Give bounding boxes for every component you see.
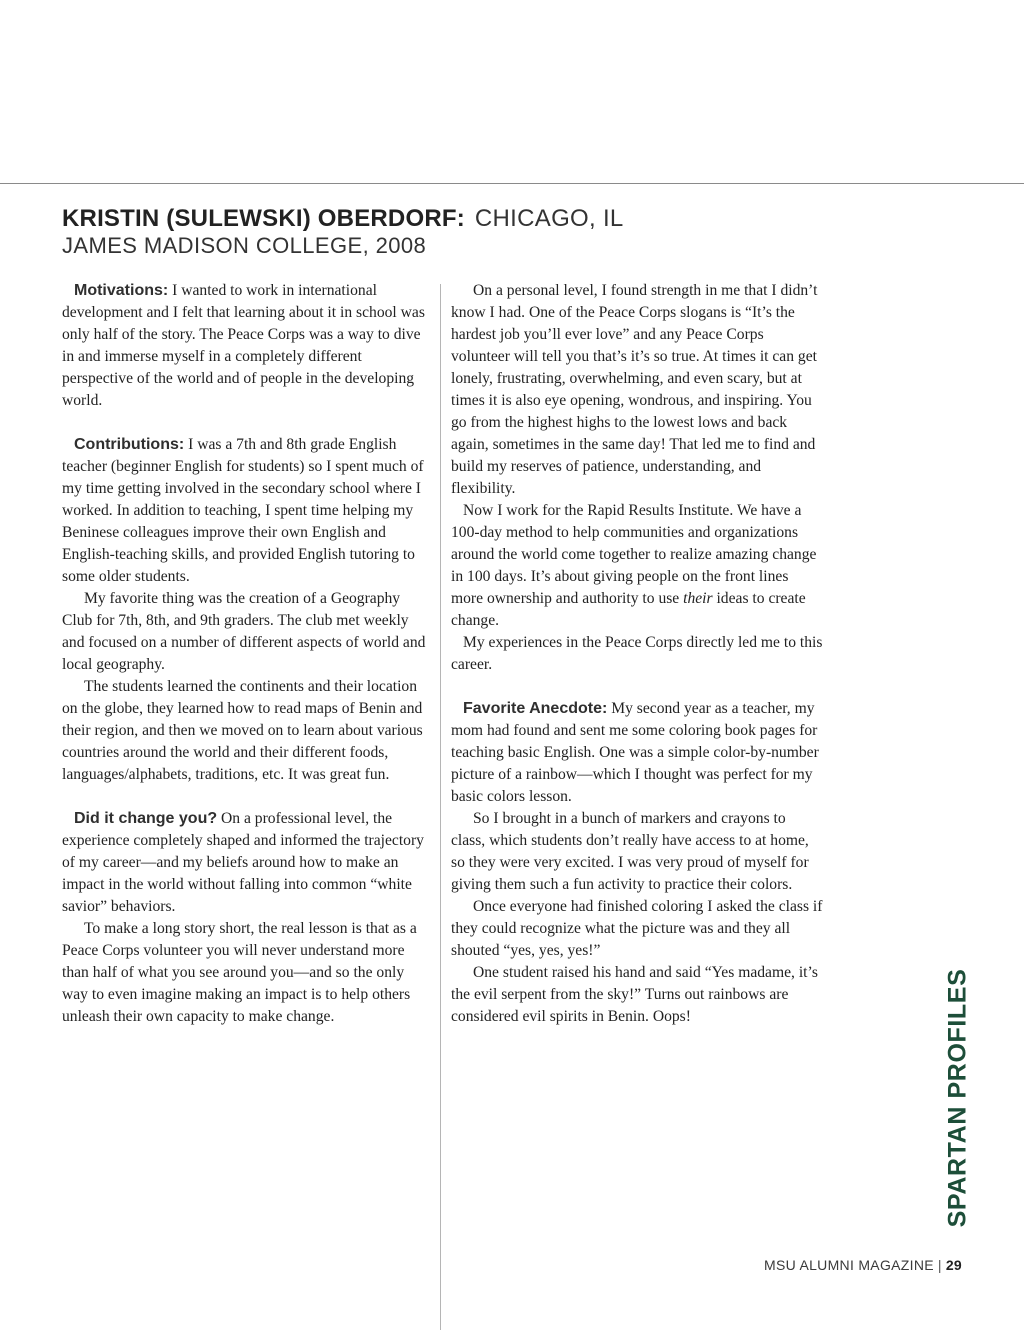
right-column [451,280,823,1028]
magazine-title: MSU ALUMNI MAGAZINE [764,1257,934,1273]
contributions-paragraph-3: The students learned the continents and their location on the globe, they learned how to read maps of Benin and their region, and then we moved on to learn about various countries around the world and their different foods, languages/alphabets, traditions, etc. It was great fun. [62,678,423,783]
contributions-paragraph [62,434,432,588]
anecdote-paragraph [451,698,823,808]
personal-paragraph: On a personal level, I found strength in me that I didn’t know I had. One of the Peace Corps slogans is “It’s the hardest job you’ll ever love” and any Peace Corps volunteer will tell you that’s it’s so true. At times it can get lonely, frustrating, overwhelming, and even scary, but at times it is also eye opening, wondrous, and inspiring. You go from the highest highs to the lowest lows and back again, sometimes in the same day! That led me to find and build my reserves of patience, understanding, and flexibility. [451,282,818,497]
section-side-label-text: SPARTAN PROFILES [943,968,972,1227]
change-paragraph-2: To make a long story short, the real lesson is that as a Peace Corps volunteer you will never understand more than half of what you see around you—and so the only way to even imagine making an impact is to help others unleash their own capacity to make change. [62,920,417,1025]
career-text-a: Now I work for the Rapid Results Institute. We have a 100-day method to help communities and organizations around the world come together to realize amazing change in 100 days. It’s about giving people on the front lines more ownership and authority to use [451,502,817,607]
change-paragraph [62,808,432,918]
motivations-text: I wanted to work in international development and I felt that learning about it in school was only half of the story. The Peace Corps was a way to dive in and immerse myself in a completely different perspective of the world and of people in the developing world. [62,282,425,409]
contributions-label: Contributions: [74,436,185,453]
career-text-emphasis: their [683,590,713,607]
profile-name: KRISTIN (SULEWSKI) OBERDORF: [62,205,465,232]
page-number: 29 [945,1257,962,1273]
motivations-label: Motivations: [74,282,169,299]
anecdote-paragraph-3: Once everyone had finished coloring I asked the class if they could recognize what the picture was and they all shouted “yes, yes, yes!” [451,898,823,959]
change-text: On a professional level, the experience completely shaped and informed the trajectory of my career—and my beliefs around how to make an impact in the world without falling into common “white savior” behaviors. [62,810,424,915]
experience-paragraph: My experiences in the Peace Corps directly led me to this career. [451,634,823,673]
profile-heading [62,205,702,259]
header-rule [0,183,1024,184]
anecdote-paragraph-2: So I brought in a bunch of markers and crayons to class, which students don’t really have access to at home, so they were very excited. I was very proud of myself for giving them such a fun activity to practice their colors. [451,810,809,893]
left-column [62,280,432,1028]
heading-line-1 [62,205,702,233]
change-label: Did it change you? [74,810,218,827]
profile-city: CHICAGO, IL [474,205,624,232]
motivations-paragraph [62,280,432,412]
section-side-label [938,970,978,1225]
anecdote-paragraph-4: One student raised his hand and said “Yes madame, it’s the evil serpent from the sky!” Turns out rainbows are considered evil spirits in Benin. Oops! [451,964,818,1025]
anecdote-text: My second year as a teacher, my mom had found and sent me some coloring book pages for teaching basic English. One was a simple color-by-number picture of a rainbow—which I thought was perfect for my basic colors lesson. [451,700,819,805]
contributions-text: I was a 7th and 8th grade English teacher (beginner English for students) so I spent much of my time getting involved in the secondary school where I worked. In addition to teaching, I spent time helping my Beninese colleagues improve their own English and English-teaching skills, and provided English tutoring to some older students. [62,436,424,585]
career-text-b: ideas to create change. [451,590,806,629]
career-paragraph [451,500,823,632]
column-divider [440,284,441,1330]
footer-separator: | [937,1257,942,1273]
page-footer [764,1257,962,1273]
profile-college: JAMES MADISON COLLEGE, 2008 [62,233,427,258]
anecdote-label: Favorite Anecdote: [463,700,608,717]
contributions-paragraph-2: My favorite thing was the creation of a Geography Club for 7th, 8th, and 9th graders. The club met weekly and focused on a number of different aspects of world and local geography. [62,590,426,673]
